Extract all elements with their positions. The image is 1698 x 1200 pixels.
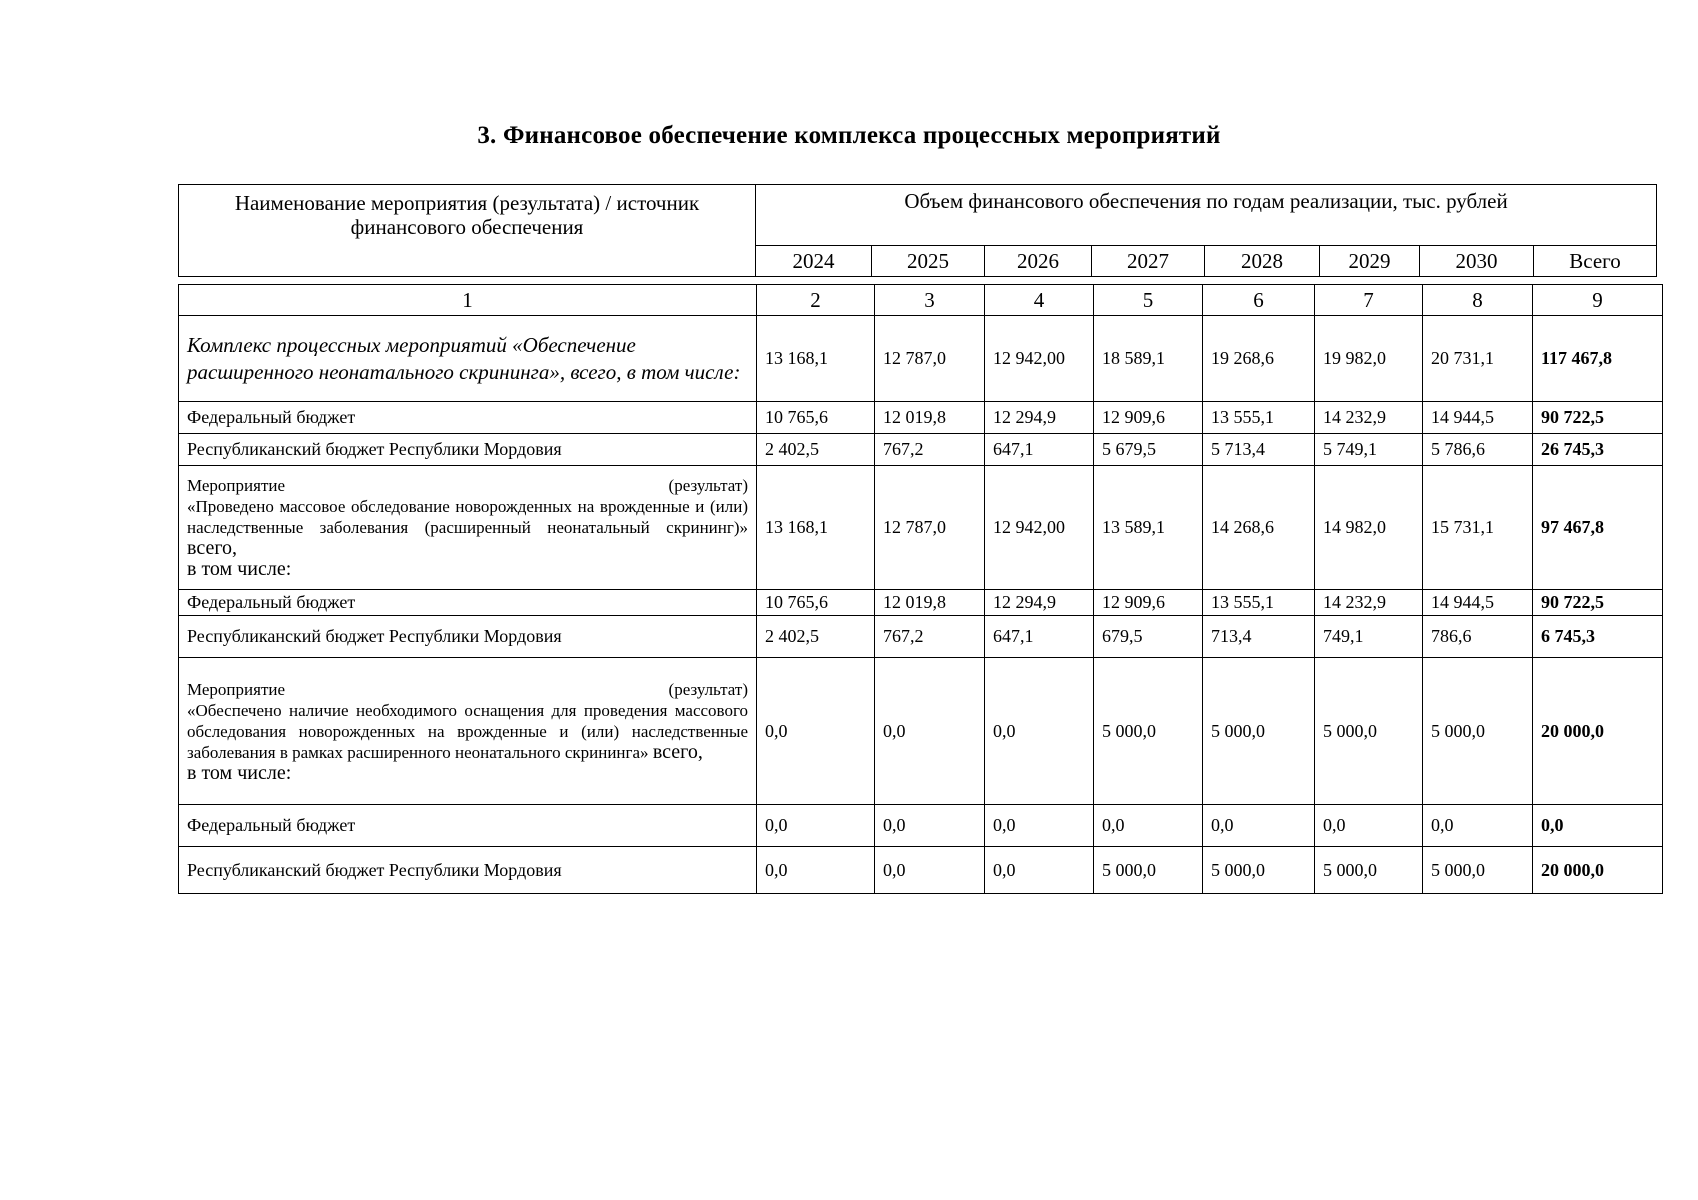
value-cell: 0,0 <box>757 805 875 847</box>
value-cell: 12 909,6 <box>1094 590 1203 616</box>
value-cell: 10 765,6 <box>757 590 875 616</box>
total-cell: 90 722,5 <box>1533 402 1663 434</box>
header-year-cell: 2025 <box>872 246 985 277</box>
header-year-cell: 2024 <box>756 246 872 277</box>
value-cell: 647,1 <box>985 434 1094 466</box>
value-cell: 12 787,0 <box>875 466 985 590</box>
table-row <box>179 616 1663 658</box>
value-cell: 14 232,9 <box>1315 402 1423 434</box>
page-title: 3. Финансовое обеспечение комплекса процессных мероприятий <box>477 122 1221 149</box>
header-year-cell: 2030 <box>1420 246 1534 277</box>
column-number: 8 <box>1423 285 1533 316</box>
value-cell: 5 679,5 <box>1094 434 1203 466</box>
value-cell: 19 268,6 <box>1203 316 1315 402</box>
table-row <box>179 658 1663 805</box>
value-cell: 679,5 <box>1094 616 1203 658</box>
table-row <box>179 466 1663 590</box>
header-name-cell: Наименование мероприятия (результата) / источник финансового обеспечения <box>179 185 756 277</box>
total-cell: 117 467,8 <box>1533 316 1663 402</box>
value-cell: 0,0 <box>875 658 985 805</box>
value-cell: 0,0 <box>1094 805 1203 847</box>
value-cell: 5 786,6 <box>1423 434 1533 466</box>
value-cell: 0,0 <box>875 805 985 847</box>
row-label: Федеральный бюджет <box>179 590 757 616</box>
value-cell: 14 268,6 <box>1203 466 1315 590</box>
value-cell: 10 765,6 <box>757 402 875 434</box>
row-label: Комплекс процессных мероприятий «Обеспечение расширенного неонатального скрининга», всего, в том числе: <box>179 316 757 402</box>
value-cell: 13 555,1 <box>1203 402 1315 434</box>
column-number: 7 <box>1315 285 1423 316</box>
column-number: 3 <box>875 285 985 316</box>
value-cell: 5 000,0 <box>1315 847 1423 894</box>
value-cell: 0,0 <box>985 805 1094 847</box>
value-cell: 13 589,1 <box>1094 466 1203 590</box>
value-cell: 0,0 <box>1315 805 1423 847</box>
column-number: 2 <box>757 285 875 316</box>
value-cell: 5 749,1 <box>1315 434 1423 466</box>
value-cell: 5 000,0 <box>1094 658 1203 805</box>
table-row <box>179 805 1663 847</box>
total-cell: 90 722,5 <box>1533 590 1663 616</box>
column-number: 4 <box>985 285 1094 316</box>
value-cell: 19 982,0 <box>1315 316 1423 402</box>
value-cell: 12 294,9 <box>985 590 1094 616</box>
row-label <box>179 658 757 805</box>
row-label-prefix: Мероприятие <box>187 679 286 699</box>
value-cell: 20 731,1 <box>1423 316 1533 402</box>
header-year-cell: 2026 <box>985 246 1092 277</box>
row-label-tail: в том числе: <box>187 558 292 580</box>
value-cell: 0,0 <box>875 847 985 894</box>
value-cell: 15 731,1 <box>1423 466 1533 590</box>
table-row <box>179 434 1663 466</box>
row-label-tail: в том числе: <box>187 761 292 784</box>
column-number: 5 <box>1094 285 1203 316</box>
header-total-cell: Всего <box>1534 246 1657 277</box>
header-table <box>178 184 1657 277</box>
value-cell: 767,2 <box>875 434 985 466</box>
value-cell: 12 942,00 <box>985 466 1094 590</box>
value-cell: 5 000,0 <box>1094 847 1203 894</box>
total-cell: 6 745,3 <box>1533 616 1663 658</box>
value-cell: 0,0 <box>757 847 875 894</box>
value-cell: 5 000,0 <box>1315 658 1423 805</box>
value-cell: 12 019,8 <box>875 402 985 434</box>
row-label-tail: всего, <box>652 740 703 763</box>
column-number: 1 <box>179 285 757 316</box>
header-year-cell: 2027 <box>1092 246 1205 277</box>
row-label: Федеральный бюджет <box>179 402 757 434</box>
table-row <box>179 316 1663 402</box>
row-label: Республиканский бюджет Республики Мордовия <box>179 847 757 894</box>
row-label: Республиканский бюджет Республики Мордовия <box>179 616 757 658</box>
value-cell: 2 402,5 <box>757 434 875 466</box>
value-cell: 14 944,5 <box>1423 590 1533 616</box>
table-row <box>179 402 1663 434</box>
value-cell: 2 402,5 <box>757 616 875 658</box>
header-year-cell: 2028 <box>1205 246 1320 277</box>
total-cell: 26 745,3 <box>1533 434 1663 466</box>
table-row <box>179 847 1663 894</box>
table-row <box>179 590 1663 616</box>
value-cell: 5 000,0 <box>1203 847 1315 894</box>
value-cell: 647,1 <box>985 616 1094 658</box>
value-cell: 12 294,9 <box>985 402 1094 434</box>
row-label-body: «Проведено массовое обследование новорожденных на врожденные и (или) наследственные заболевания (расширенный неонатальный скрининг)» <box>187 497 748 537</box>
column-number: 6 <box>1203 285 1315 316</box>
column-number: 9 <box>1533 285 1663 316</box>
value-cell: 0,0 <box>1423 805 1533 847</box>
row-label: Федеральный бюджет <box>179 805 757 847</box>
header-span-cell: Объем финансового обеспечения по годам реализации, тыс. рублей <box>756 185 1657 246</box>
column-number-row <box>179 285 1663 316</box>
row-label-suffix: (результат) <box>668 679 748 699</box>
total-cell: 20 000,0 <box>1533 658 1663 805</box>
value-cell: 5 000,0 <box>1423 658 1533 805</box>
row-label-tail: всего, <box>187 537 238 559</box>
total-cell: 0,0 <box>1533 805 1663 847</box>
value-cell: 14 232,9 <box>1315 590 1423 616</box>
row-label: Республиканский бюджет Республики Мордовия <box>179 434 757 466</box>
value-cell: 5 000,0 <box>1203 658 1315 805</box>
value-cell: 0,0 <box>757 658 875 805</box>
value-cell: 13 168,1 <box>757 316 875 402</box>
value-cell: 0,0 <box>1203 805 1315 847</box>
value-cell: 12 909,6 <box>1094 402 1203 434</box>
value-cell: 12 787,0 <box>875 316 985 402</box>
value-cell: 786,6 <box>1423 616 1533 658</box>
row-label <box>179 466 757 590</box>
row-label-suffix: (результат) <box>668 476 748 495</box>
value-cell: 5 713,4 <box>1203 434 1315 466</box>
value-cell: 18 589,1 <box>1094 316 1203 402</box>
total-cell: 20 000,0 <box>1533 847 1663 894</box>
row-label-prefix: Мероприятие <box>187 476 286 495</box>
finance-table <box>178 284 1663 894</box>
value-cell: 749,1 <box>1315 616 1423 658</box>
value-cell: 767,2 <box>875 616 985 658</box>
total-cell: 97 467,8 <box>1533 466 1663 590</box>
value-cell: 14 944,5 <box>1423 402 1533 434</box>
header-year-cell: 2029 <box>1320 246 1420 277</box>
value-cell: 14 982,0 <box>1315 466 1423 590</box>
value-cell: 0,0 <box>985 847 1094 894</box>
value-cell: 13 555,1 <box>1203 590 1315 616</box>
value-cell: 12 019,8 <box>875 590 985 616</box>
value-cell: 12 942,00 <box>985 316 1094 402</box>
value-cell: 713,4 <box>1203 616 1315 658</box>
value-cell: 13 168,1 <box>757 466 875 590</box>
row-label-body: «Обеспечено наличие необходимого оснащения для проведения массового обследования новорожденных на врожденные и (или) наследственные заболевания в рамках расширенного неонатального скрининга» <box>187 700 748 762</box>
value-cell: 5 000,0 <box>1423 847 1533 894</box>
value-cell: 0,0 <box>985 658 1094 805</box>
